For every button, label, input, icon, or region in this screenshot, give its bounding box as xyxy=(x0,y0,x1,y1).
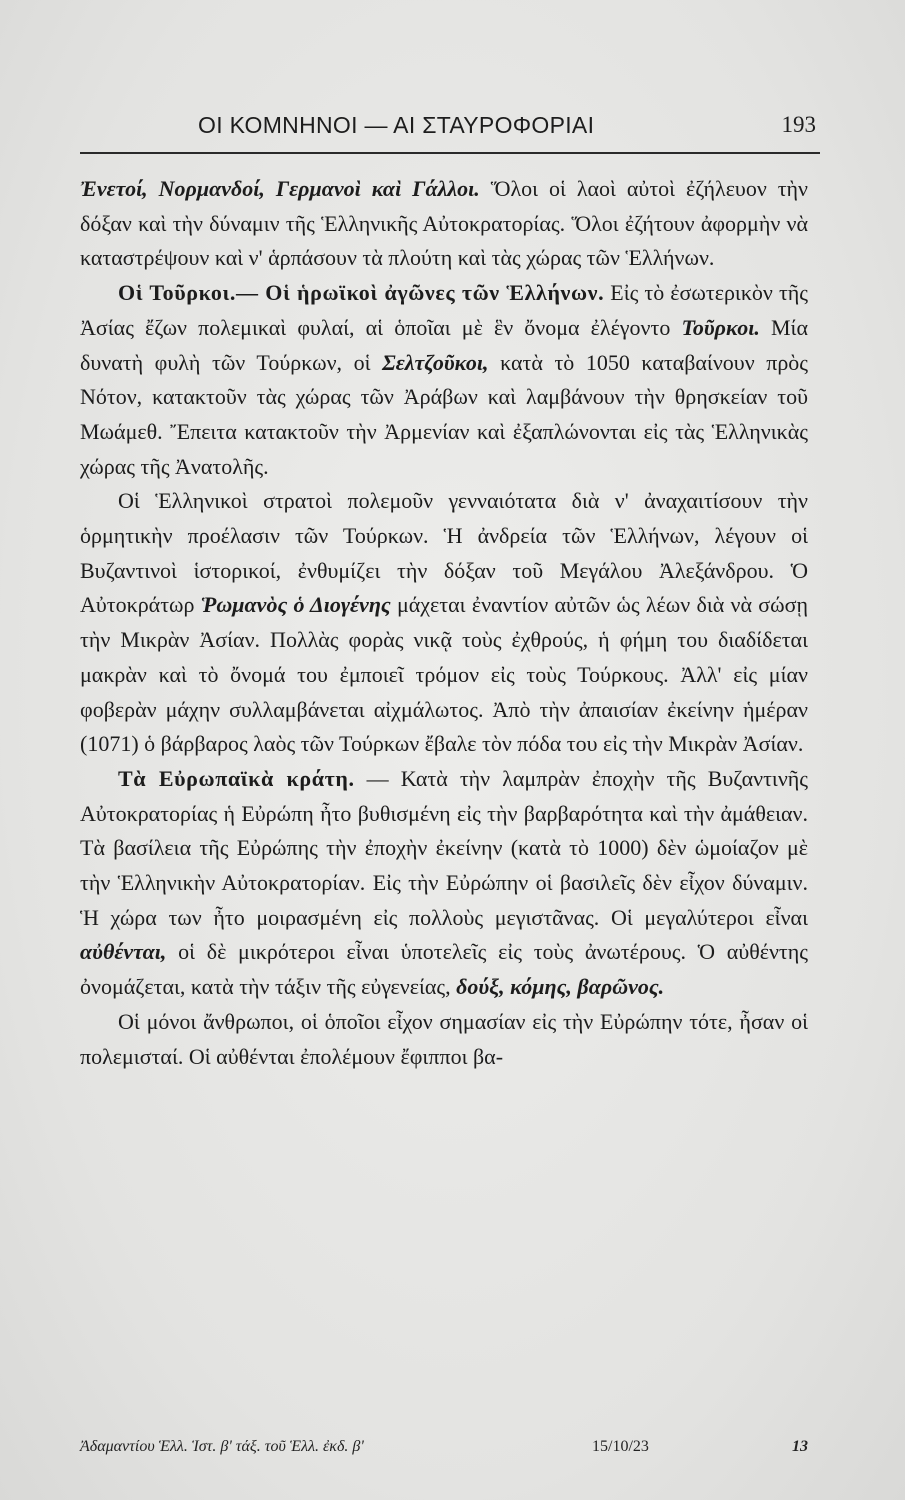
page-number: 193 xyxy=(781,112,816,137)
paragraph-2-text-a: Εἰς τὸ ἐσωτερικὸν τῆς Ἀσίας ἔζων πολεμικαὶ φυλαί, αἱ ὁποῖαι μὲ ἓν ὄνομα ἐλέγοντο xyxy=(80,280,808,340)
paragraph-2-text-b: Μία δυνατὴ φυλὴ τῶν Τούρκων, οἱ xyxy=(80,314,808,375)
footer-date: 15/10/23 xyxy=(592,1438,649,1455)
footer-signature: 13 xyxy=(792,1438,808,1455)
running-title: ΟΙ ΚΟΜΝΗΝΟΙ — ΑΙ ΣΤΑΥΡΟΦΟΡΙΑΙ xyxy=(198,112,595,138)
paragraph-4-text-a: — Κατὰ τὴν λαμπρὰν ἐποχὴν τῆς Βυζαντινῆς Αὐτοκρατορίας ἡ Εὐρώπη ἦτο βυθισμένη εἰς τὴν βαρβαρότητα καὶ τὴν ἀμάθειαν. Τὰ βασίλεια τῆς Εὐρώπης τὴν ἐποχὴν ἐκείνην (κατὰ τὸ 1000) δὲν ὡμοίαζον μὲ τὴν Ἑλληνικὴν Αὐτοκρατορίαν. Εἰς τὴν Εὐρώπην οἱ βασιλεῖς δὲν εἶχον δύναμιν. Ἡ χώρα των ἦτο μοιρασμένη εἰς πολλοὺς μεγιστᾶνας. Οἱ μεγαλύτεροι εἶναι xyxy=(80,765,808,930)
paragraph-1 xyxy=(80,172,808,276)
section-heading-european-states: Τὰ Εὐρωπαϊκὰ κράτη. xyxy=(118,765,355,791)
paragraph-3-text-a: Οἱ Ἑλληνικοὶ στρατοὶ πολεμοῦν γενναιότατα διὰ ν' ἀναχαιτίσουν τὴν ὁρμητικὴν προέλασιν τῶν Τούρκων. Ἡ ἀνδρεία τῶν Ἑλλήνων, λέγουν οἱ Βυζαντινοὶ ἱστορικοί, ἐνθυμίζει τὴν δόξαν τοῦ Μεγάλου Ἀλεξάνδρου. Ὁ Αὐτοκράτωρ xyxy=(80,488,808,618)
footer-source: Ἀδαμαντίου Ἑλλ. Ἱστ. β' τάξ. τοῦ Ἑλλ. ἐκδ. β' xyxy=(80,1438,364,1455)
paragraph-3 xyxy=(80,484,808,762)
header-rule xyxy=(80,152,820,154)
paragraph-2-text-c: κατὰ τὸ 1050 καταβαίνουν πρὸς Νότον, κατακτοῦν τὰς χώρας τῶν Ἀράβων καὶ λαμβάνουν τὴν θρησκείαν τοῦ Μωάμεθ. Ἔπειτα κατακτοῦν τὴν Ἀρμενίαν καὶ ἐξαπλώνονται εἰς τὰς Ἑλληνικὰς χώρας τῆς Ἀνατολῆς. xyxy=(80,349,809,479)
paragraph-3-text-b: μάχεται ἐναντίον αὐτῶν ὡς λέων διὰ νὰ σώσῃ τὴν Μικρὰν Ἀσίαν. Πολλὰς φορὰς νικᾷ τοὺς ἐχθρούς, ἡ φήμη του διαδίδεται μακρὰν καὶ τὸ ὄνομά του ἐμποιεῖ τρόμον εἰς τοὺς Τούρκους. Ἀλλ' εἰς μίαν φοβερὰν μάχην συλλαμβάνεται αἰχμάλωτος. Ἀπὸ τὴν ἀπαισίαν ἐκείνην ἡμέραν (1071) ὁ βάρβαρος λαὸς τῶν Τούρκων ἔβαλε τὸν πόδα του εἰς τὴν Μικρὰν Ἀσίαν. xyxy=(80,592,808,757)
term-romanos-diogenes: Ῥωμανὸς ὁ Διογένης xyxy=(200,592,391,618)
term-tourkoi: Τοῦρκοι. xyxy=(681,314,760,340)
paragraph-2 xyxy=(80,276,808,484)
paragraph-1-lead: Ἐνετοί, Νορμανδοί, Γερμανοὶ καὶ Γάλλοι. xyxy=(80,176,480,201)
running-header xyxy=(80,112,820,152)
term-seltzoukoi: Σελτζοῦκοι, xyxy=(382,349,489,375)
term-titles: δούξ, κόμης, βαρῶνος. xyxy=(456,974,665,1000)
paragraph-5-text: Οἱ μόνοι ἄνθρωποι, οἱ ὁποῖοι εἶχον σημασίαν εἰς τὴν Εὐρώπην τότε, ἦσαν οἱ πολεμισταί. Οἱ αὐθένται ἐπολέμουν ἔφιπποι βα- xyxy=(80,1008,808,1069)
paragraph-4 xyxy=(80,762,808,1005)
paragraph-1-text: Ὅλοι οἱ λαοὶ αὐτοὶ ἐζήλευον τὴν δόξαν καὶ τὴν δύναμιν τῆς Ἑλληνικῆς Αὐτοκρατορίας. Ὅλοι ἐζήτουν ἀφορμὴν νὰ καταστρέψουν καὶ ν' ἁρπάσουν τὰ πλούτη καὶ τὰς χώρας τῶν Ἑλλήνων. xyxy=(80,176,809,271)
paragraph-4-text-b: οἱ δὲ μικρότεροι εἶναι ὑποτελεῖς εἰς τοὺς ἀνωτέρους. Ὁ αὐθέντης ὀνομάζεται, κατὰ τὴν τάξιν τῆς εὐγενείας, xyxy=(80,939,808,1000)
section-heading-turks: Οἱ Τοῦρκοι.— Οἱ ἡρωϊκοὶ ἀγῶνες τῶν Ἑλλήνων. xyxy=(118,280,605,306)
body-text xyxy=(80,172,808,1074)
paragraph-5 xyxy=(80,1005,808,1074)
term-afthentai: αὐθένται, xyxy=(80,939,167,965)
printer-footer xyxy=(80,1438,820,1468)
